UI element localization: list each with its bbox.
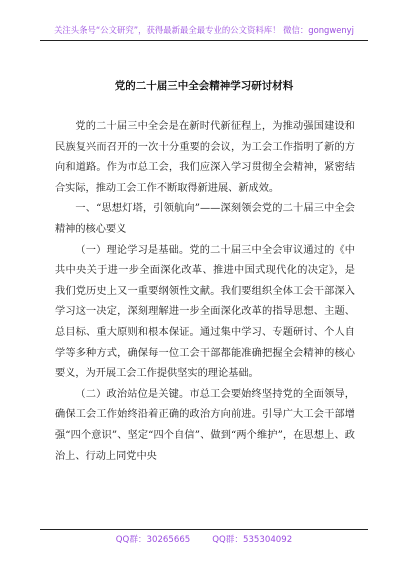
- section-heading-1: 一、“思想灯塔，引领航向”——深刻领会党的二十届三中全会精神的核心要义: [55, 203, 355, 235]
- footer-qq-group-1: QQ群：30265665: [115, 535, 191, 545]
- document-title: 党的二十届三中全会精神学习研讨材料: [114, 80, 294, 92]
- footer-contact: [0, 533, 408, 545]
- body-paragraph-politics: （二）政治站位是关键。市总工会要始终坚持党的全面领导，确保工会工作始终沿着正确的政治方向前进。引导广大工会干部增强“四个意识”、坚定“四个自信”、做到“两个维护”，在思想上、政治上、行动上同党中央: [55, 388, 355, 462]
- footer-qq-group-2: QQ群：535304092: [212, 535, 293, 545]
- document-body: [55, 117, 355, 467]
- header-divider: [40, 40, 368, 41]
- body-paragraph-theory: （一）理论学习是基础。党的二十届三中全会审议通过的《中共中央关于进一步全面深化改革、推进中国式现代化的决定》，是我们党历史上又一重要纲领性文献。我们要组织全体工会干部深入学习这一决定，深刻理解进一步全面深化改革的指导思想、主题、总目标、重大原则和根本保证。通过集中学习、专题研讨、个人自学等多种方式，确保每一位工会干部都能准确把握全会精神的核心要义，为开展工会工作提供坚实的理论基础。: [55, 244, 355, 380]
- header-banner: 关注头条号“公文研究”，获得最新最全最专业的公文资料库！ 微信：gongwenyj: [54, 25, 354, 35]
- body-paragraph-intro: 党的二十届三中全会是在新时代新征程上，为推动强国建设和民族复兴而召开的一次十分重要的会议，为工会工作指明了新的方向和道路。作为市总工会，我们应深入学习贯彻全会精神，紧密结合实际，推动工会工作不断取得新进展、新成效。: [55, 121, 355, 194]
- footer-divider: [40, 529, 368, 530]
